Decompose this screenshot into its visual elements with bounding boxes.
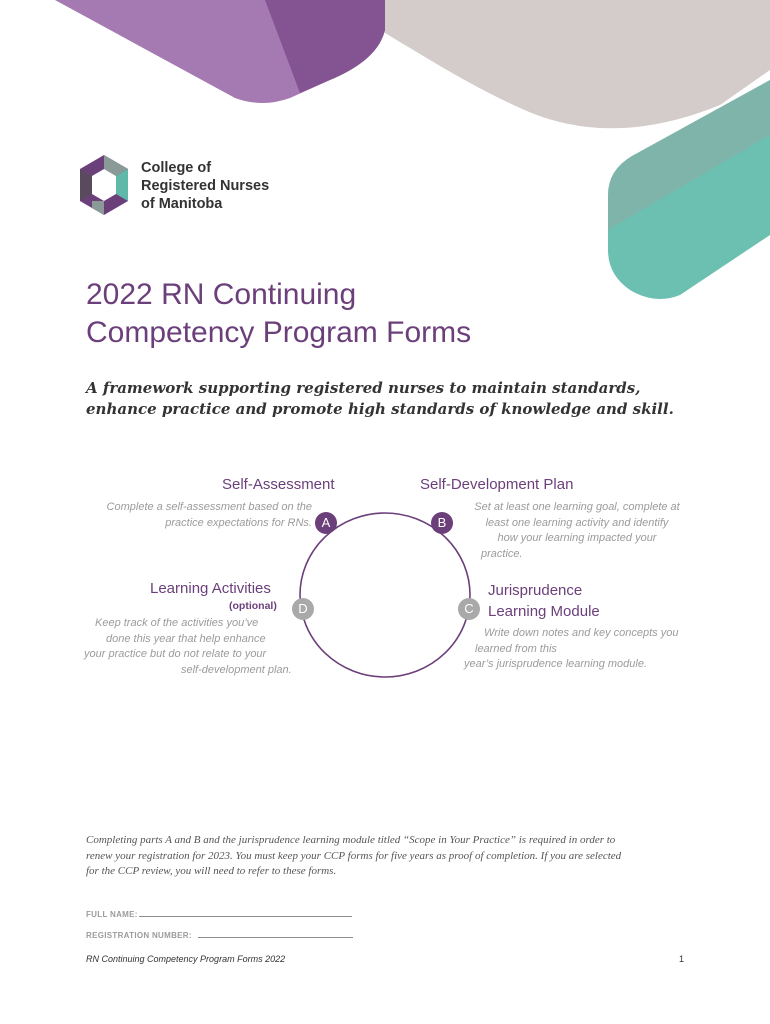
learning-activities-heading: Learning Activities [150,580,271,597]
description-line: your practice but do not relate to your [84,648,267,660]
organization-name-line: Registered Nurses [141,178,270,194]
title-line: 2022 RN Continuing [86,278,357,311]
self-development-description [452,500,702,562]
cycle-ring [300,513,470,677]
heading-line: Learning Module [488,603,600,620]
description-line: least one learning activity and identify [485,516,669,529]
description-line: Write down notes and key concepts you [484,627,679,639]
description-line: practice. [481,547,523,560]
description-line: practice expectations for RNs. [165,516,312,529]
heading-line: Jurisprudence [488,582,583,599]
description-line: self-development plan. [181,663,292,676]
stage-d-marker: D [292,598,314,620]
note-line: renew your registration for 2023. You must keep your CCP forms for five years as proof of completion. If you are selected [86,849,622,862]
gray-band-shape [330,0,770,128]
self-assessment-description [86,500,312,531]
description-line: Complete a self-assessment based on the [106,501,312,513]
document-title [86,276,471,352]
description-line: Keep track of the activities you’ve [95,617,259,629]
organization-name [141,159,269,213]
footer-document-title: RN Continuing Competency Program Forms 2022 [86,954,286,964]
college-logo-icon [75,153,133,217]
description-line: Set at least one learning goal, complete at [474,501,680,513]
subtitle-line: enhance practice and promote high standards of knowledge and skill. [86,400,674,418]
requirement-note [86,833,696,880]
full-name-label: FULL NAME: [86,910,138,919]
jurisprudence-description [464,626,714,673]
organization-name-line: of Manitoba [141,196,223,212]
description-line: learned from this [475,642,557,655]
self-assessment-heading: Self-Assessment [222,476,335,493]
full-name-field[interactable] [139,916,352,917]
self-development-heading: Self-Development Plan [420,476,574,493]
stage-b-marker: B [431,512,453,534]
description-line: how your learning impacted your [497,532,657,544]
jurisprudence-heading [488,580,600,622]
note-line: for the CCP review, you will need to refer to these forms. [86,865,337,877]
learning-activities-description [60,616,310,678]
registration-number-field[interactable] [198,937,353,938]
description-line: year’s jurisprudence learning module. [464,658,648,670]
organization-name-line: College of [141,160,212,176]
subtitle-line: A framework supporting registered nurses to maintain standards, [86,379,641,397]
description-line: done this year that help enhance [106,632,266,645]
stage-a-marker: A [315,512,337,534]
optional-label: (optional) [229,600,277,612]
document-subtitle [86,378,706,420]
stage-c-marker: C [458,598,480,620]
page-number: 1 [679,954,685,964]
registration-number-label: REGISTRATION NUMBER: [86,931,192,940]
note-line: Completing parts A and B and the jurisprudence learning module titled “Scope in Your Practice” is required in order to [86,834,616,846]
title-line: Competency Program Forms [86,316,472,349]
